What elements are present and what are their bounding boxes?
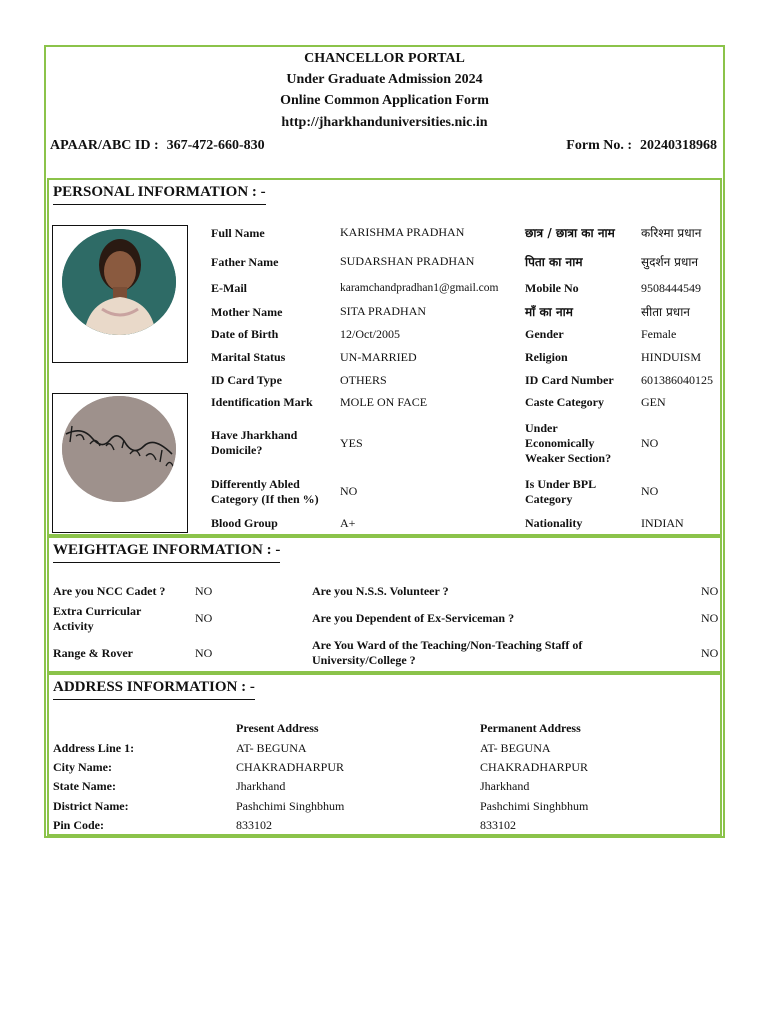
caste-category-label: Caste Category <box>525 395 604 409</box>
apaar-id-label: APAAR/ABC ID : <box>50 138 159 153</box>
signature-icon <box>62 396 176 502</box>
full-name-value: KARISHMA PRADHAN <box>340 225 465 239</box>
permanent-state: Jharkhand <box>480 779 530 793</box>
ex-serviceman-value: NO <box>701 611 719 625</box>
city-label: City Name: <box>53 760 112 774</box>
father-hindi-value: सुदर्शन प्रधान <box>641 255 699 269</box>
nationality-label: Nationality <box>525 516 583 530</box>
ews-value: NO <box>641 436 659 450</box>
blood-group-label: Blood Group <box>211 516 278 530</box>
application-form <box>44 45 725 838</box>
extra-curricular-label: Extra Curricular Activity <box>53 604 142 633</box>
portal-title: CHANCELLOR PORTAL <box>304 51 465 66</box>
bpl-label: Is Under BPL Category <box>525 477 596 506</box>
father-name-label: Father Name <box>211 255 279 269</box>
bpl-value: NO <box>641 484 659 498</box>
present-district: Pashchimi Singhbhum <box>236 799 345 813</box>
district-label: District Name: <box>53 799 129 813</box>
permanent-address-line1: AT- BEGUNA <box>480 741 551 755</box>
gender-value: Female <box>641 327 677 341</box>
dob-value: 12/Oct/2005 <box>340 327 400 341</box>
marital-status-label: Marital Status <box>211 350 286 364</box>
personal-information-section <box>47 178 722 536</box>
apaar-id-value: 367-472-660-830 <box>166 138 265 153</box>
permanent-city: CHAKRADHARPUR <box>480 760 589 774</box>
dob-label: Date of Birth <box>211 327 279 341</box>
nationality-value: INDIAN <box>641 516 684 530</box>
father-name-value: SUDARSHAN PRADHAN <box>340 254 475 268</box>
present-pin-code: 833102 <box>236 818 272 832</box>
marital-status-value: UN-MARRIED <box>340 350 417 364</box>
present-address-header: Present Address <box>236 721 319 735</box>
ncc-value: NO <box>195 584 213 598</box>
differently-abled-value: NO <box>340 484 358 498</box>
full-name-label: Full Name <box>211 226 265 240</box>
identification-mark-value: MOLE ON FACE <box>340 395 428 409</box>
pin-code-label: Pin Code: <box>53 818 104 832</box>
blood-group-value: A+ <box>340 516 356 530</box>
nss-label: Are you N.S.S. Volunteer ? <box>312 584 449 598</box>
father-hindi-label: पिता का नाम <box>525 255 583 269</box>
address-information-section <box>47 673 722 836</box>
mobile-label: Mobile No <box>525 281 579 295</box>
permanent-pin-code: 833102 <box>480 818 516 832</box>
staff-ward-value: NO <box>701 646 719 660</box>
personal-information-title: PERSONAL INFORMATION : - <box>53 184 266 205</box>
permanent-address-header: Permanent Address <box>480 721 581 735</box>
person-portrait-icon <box>62 229 176 335</box>
religion-label: Religion <box>525 350 568 364</box>
present-address-line1: AT- BEGUNA <box>236 741 307 755</box>
id-card-type-label: ID Card Type <box>211 373 282 387</box>
form-name: Online Common Application Form <box>280 93 489 108</box>
email-value: karamchandpradhan1@gmail.com <box>340 282 499 294</box>
name-hindi-label: छात्र / छात्रा का नाम <box>525 226 615 240</box>
id-card-type-value: OTHERS <box>340 373 387 387</box>
caste-category-value: GEN <box>641 395 666 409</box>
signature-circle <box>62 396 176 502</box>
admission-subtitle: Under Graduate Admission 2024 <box>286 72 483 87</box>
ews-label: Under Economically Weaker Section? <box>525 421 612 465</box>
range-rover-value: NO <box>195 646 213 660</box>
mother-name-label: Mother Name <box>211 305 283 319</box>
form-number-label: Form No. : <box>566 138 632 153</box>
address-line1-label: Address Line 1: <box>53 741 135 755</box>
extra-curricular-value: NO <box>195 611 213 625</box>
form-number-value: 20240318968 <box>640 138 717 153</box>
apaar-id <box>50 138 265 154</box>
form-header <box>46 47 723 178</box>
present-city: CHAKRADHARPUR <box>236 760 345 774</box>
email-label: E-Mail <box>211 281 247 295</box>
applicant-signature <box>52 393 188 533</box>
identification-mark-label: Identification Mark <box>211 395 313 409</box>
id-card-number-label: ID Card Number <box>525 373 614 387</box>
state-label: State Name: <box>53 779 116 793</box>
permanent-district: Pashchimi Singhbhum <box>480 799 589 813</box>
weightage-information-section <box>47 536 722 673</box>
id-card-number-value: 601386040125 <box>641 373 713 387</box>
range-rover-label: Range & Rover <box>53 646 133 660</box>
staff-ward-label: Are You Ward of the Teaching/Non-Teaching Staff of University/College ? <box>312 638 583 667</box>
applicant-photo <box>52 225 188 363</box>
gender-label: Gender <box>525 327 564 341</box>
present-state: Jharkhand <box>236 779 286 793</box>
form-number <box>566 138 717 154</box>
ex-serviceman-label: Are you Dependent of Ex-Serviceman ? <box>312 611 515 625</box>
address-information-title: ADDRESS INFORMATION : - <box>53 679 255 700</box>
domicile-value: YES <box>340 436 363 450</box>
photo-circle <box>62 229 176 335</box>
domicile-label: Have Jharkhand Domicile? <box>211 428 298 457</box>
portal-url: http://jharkhanduniversities.nic.in <box>281 115 488 130</box>
mother-hindi-value: सीता प्रधान <box>641 305 690 319</box>
mother-hindi-label: माँ का नाम <box>525 305 573 319</box>
mobile-value: 9508444549 <box>641 281 701 295</box>
weightage-information-title: WEIGHTAGE INFORMATION : - <box>53 542 280 563</box>
nss-value: NO <box>701 584 719 598</box>
ncc-label: Are you NCC Cadet ? <box>53 584 166 598</box>
differently-abled-label: Differently Abled Category (If then %) <box>211 477 319 506</box>
mother-name-value: SITA PRADHAN <box>340 304 427 318</box>
religion-value: HINDUISM <box>641 350 701 364</box>
name-hindi-value: करिश्मा प्रधान <box>641 226 702 240</box>
